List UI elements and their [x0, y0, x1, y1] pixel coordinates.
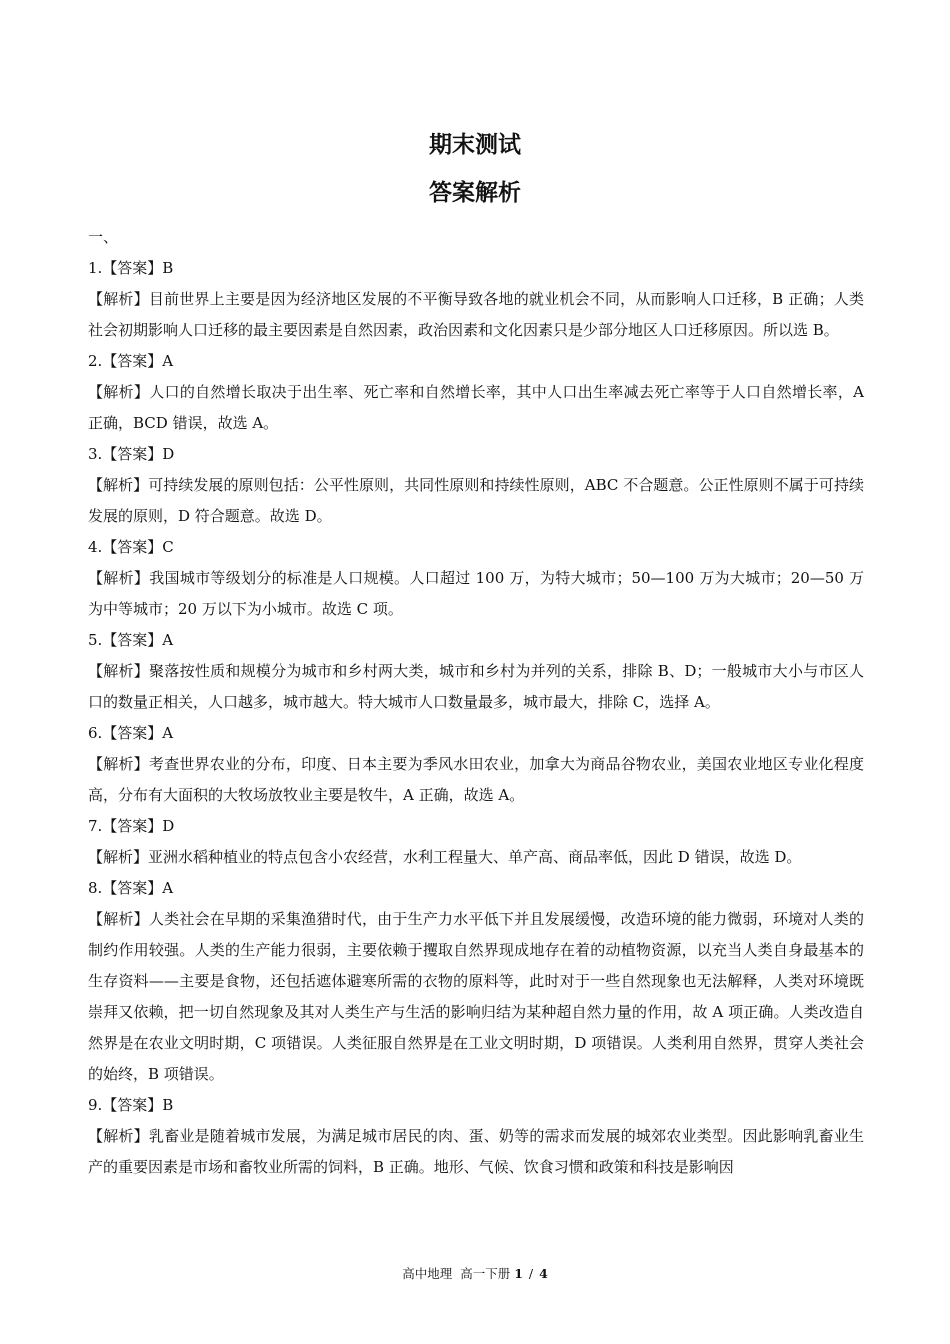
footer-page-separator: / [528, 1266, 534, 1281]
analysis-6: 【解析】考查世界农业的分布，印度、日本主要为季风水田农业，加拿大为商品谷物农业，美国农业地区专业化程度高，分布有大面积的大牧场放牧业主要是牧牛，A 正确，故选 A。 [88, 755, 864, 804]
footer-page-total: 4 [539, 1266, 548, 1281]
answer-1: 1.【答案】B [88, 259, 174, 277]
answer-5: 5.【答案】A [88, 631, 174, 649]
section-heading: 一、 [88, 228, 119, 246]
analysis-5: 【解析】聚落按性质和规模分为城市和乡村两大类，城市和乡村为并列的关系，排除 B、D；一般城市大小与市区人口的数量正相关，人口越多，城市越大。特大城市人口数量最多，城市最大，排除 C，选择 A。 [88, 662, 864, 711]
answer-3: 3.【答案】D [88, 445, 175, 463]
page-title: 期末测试 [429, 132, 521, 158]
footer-course: 高中地理 [402, 1266, 453, 1281]
answer-7: 7.【答案】D [88, 817, 175, 835]
answer-8: 8.【答案】A [88, 879, 174, 897]
analysis-2: 【解析】人口的自然增长取决于出生率、死亡率和自然增长率，其中人口出生率减去死亡率等于人口自然增长率，A 正确，BCD 错误，故选 A。 [88, 383, 864, 432]
answer-9: 9.【答案】B [88, 1096, 174, 1114]
analysis-7: 【解析】亚洲水稻种植业的特点包含小农经营，水利工程量大、单产高、商品率低，因此 D 错误，故选 D。 [88, 848, 802, 866]
answer-2: 2.【答案】A [88, 352, 174, 370]
page-subtitle: 答案解析 [429, 180, 521, 206]
analysis-8: 【解析】人类社会在早期的采集渔猎时代，由于生产力水平低下并且发展缓慢，改造环境的能力微弱，环境对人类的制约作用较强。人类的生产能力很弱，主要依赖于攫取自然界现成地存在着的动植物资源，以充当人类自身最基本的生存资料——主要是食物，还包括遮体避寒所需的衣物的原料等，此时对于一些自然现象也无法解释，人类对环境既崇拜又依赖，把一切自然现象及其对人类生产与生活的影响归结为某种超自然力量的作用，故 A 项正确。人类改造自然界是在农业文明时期，C 项错误。人类征服自然界是在工业文明时期，D 项错误。人类利用自然界，贯穿人类社会的始终，B 项错误。 [88, 910, 864, 1083]
analysis-1: 【解析】目前世界上主要是因为经济地区发展的不平衡导致各地的就业机会不同，从而影响人口迁移，B 正确；人类社会初期影响人口迁移的最主要因素是自然因素，政治因素和文化因素只是少部分地区人口迁移原因。所以选 B。 [88, 290, 864, 339]
analysis-9: 【解析】乳畜业是随着城市发展，为满足城市居民的肉、蛋、奶等的需求而发展的城郊农业类型。因此影响乳畜业生产的重要因素是市场和畜牧业所需的饲料，B 正确。地形、气候、饮食习惯和政策和科技是影响因 [88, 1127, 864, 1176]
footer-page-current: 1 [514, 1266, 523, 1281]
analysis-3: 【解析】可持续发展的原则包括：公平性原则，共同性原则和持续性原则，ABC 不合题意。公正性原则不属于可持续发展的原则，D 符合题意。故选 D。 [88, 476, 864, 525]
footer-volume: 高一下册 [460, 1266, 511, 1281]
answer-4: 4.【答案】C [88, 538, 174, 556]
answer-6: 6.【答案】A [88, 724, 174, 742]
analysis-4: 【解析】我国城市等级划分的标准是人口规模。人口超过 100 万，为特大城市；50—100 万为大城市；20—50 万为中等城市；20 万以下为小城市。故选 C 项。 [88, 569, 864, 618]
page-footer [0, 1264, 950, 1282]
answer-content [88, 222, 864, 1183]
